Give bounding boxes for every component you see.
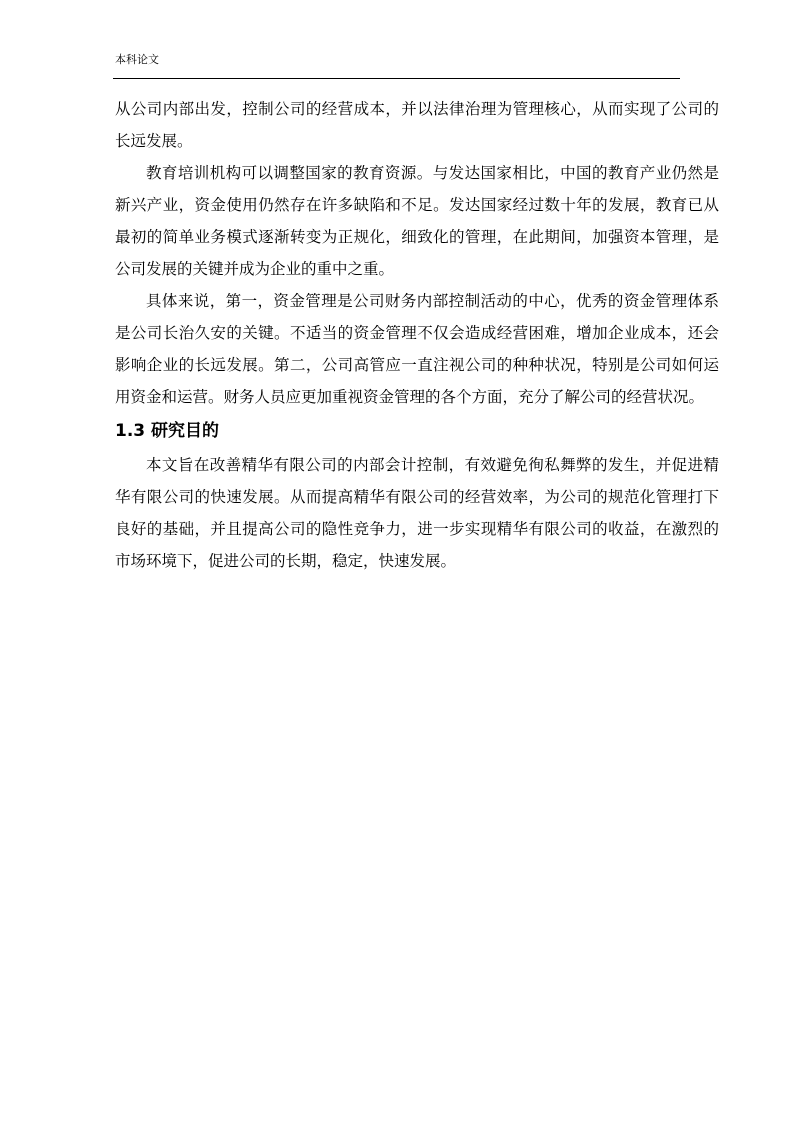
paragraph-2: 教育培训机构可以调整国家的教育资源。与发达国家相比，中国的教育产业仍然是新兴产业，资金使用仍然存在许多缺陷和不足。发达国家经过数十年的发展，教育已从最初的简单业务模式逐渐转变为正规化，细致化的管理，在此期间，加强资本管理，是公司发展的关键并成为企业的重中之重。 bbox=[115, 164, 719, 278]
section-heading: 1.3 研究目的 bbox=[115, 421, 220, 441]
running-header: 本科论文 bbox=[115, 53, 159, 66]
header-rule bbox=[113, 78, 680, 79]
paragraph-1: 从公司内部出发，控制公司的经营成本，并以法律治理为管理核心，从而实现了公司的长远发展。 bbox=[115, 100, 719, 150]
paragraph-4: 本文旨在改善精华有限公司的内部会计控制，有效避免徇私舞弊的发生，并促进精华有限公司的快速发展。从而提高精华有限公司的经营效率，为公司的规范化管理打下良好的基础，并且提高公司的隐性竞争力，进一步实现精华有限公司的收益，在激烈的市场环境下，促进公司的长期，稳定，快速发展。 bbox=[115, 456, 719, 570]
body-text bbox=[115, 93, 719, 577]
paragraph-3: 具体来说，第一，资金管理是公司财务内部控制活动的中心，优秀的资金管理体系是公司长治久安的关键。不适当的资金管理不仅会造成经营困难，增加企业成本，还会影响企业的长远发展。第二，公司高管应一直注视公司的种种状况，特别是公司如何运用资金和运营。财务人员应更加重视资金管理的各个方面，充分了解公司的经营状况。 bbox=[115, 292, 719, 406]
